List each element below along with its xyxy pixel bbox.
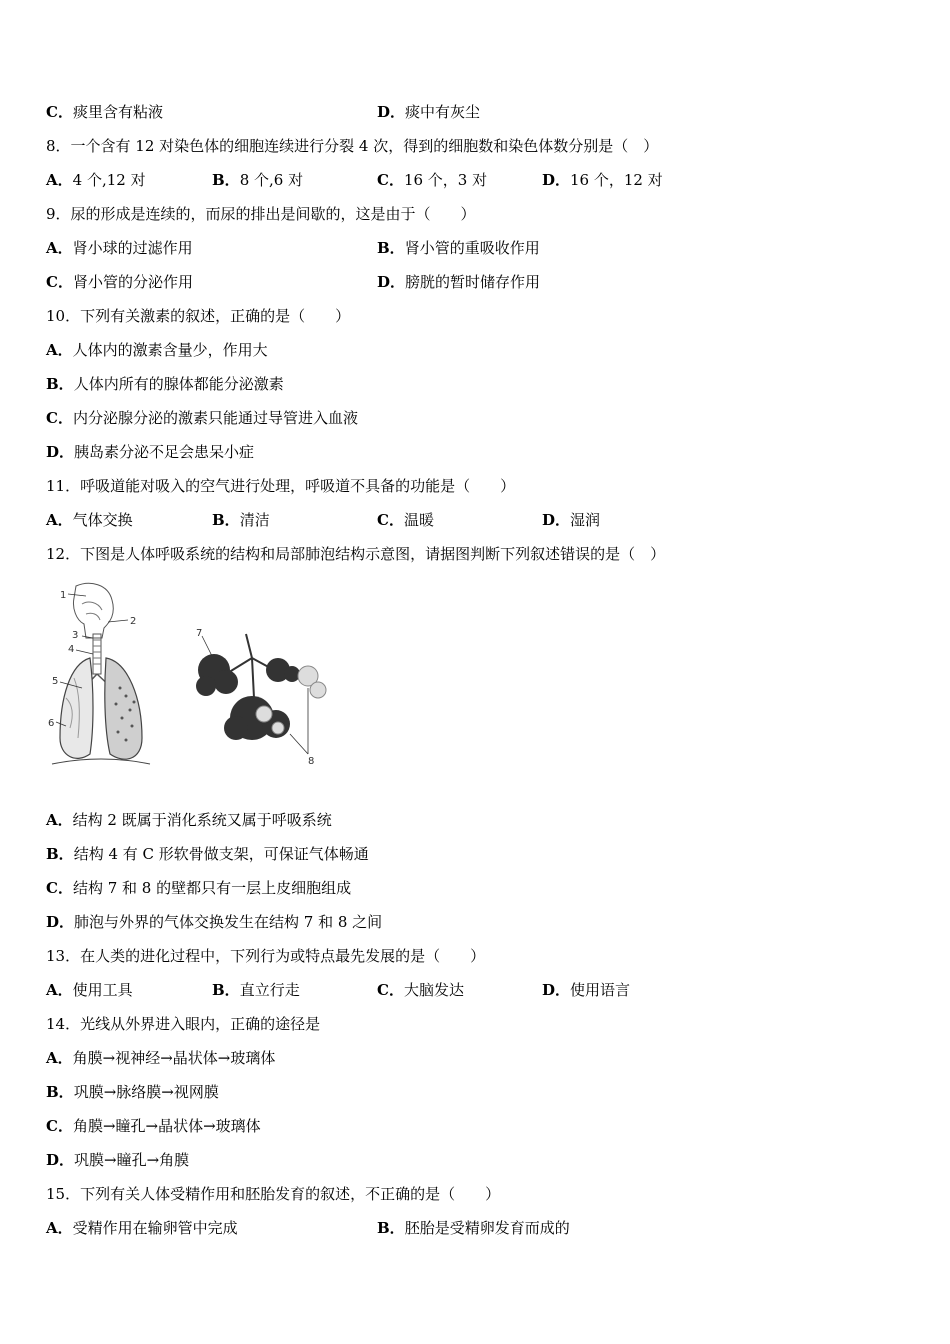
q7-option-c[interactable]: C．痰里含有粘液 [46, 103, 163, 121]
q11-stem: 11．呼吸道能对吸入的空气进行处理，呼吸道不具备的功能是（ ） [46, 477, 516, 495]
q12-option-b[interactable]: B．结构 4 有 C 形软骨做支架，可保证气体畅通 [46, 845, 369, 863]
q9-option-c[interactable]: C．肾小管的分泌作用 [46, 273, 193, 291]
q13-option-d[interactable]: D．使用语言 [542, 981, 631, 999]
fig-label-3: 3 [72, 630, 79, 641]
q10-option-b[interactable]: B．人体内所有的腺体都能分泌激素 [46, 375, 284, 393]
q14-option-a[interactable]: A．角膜→视神经→晶状体→玻璃体 [46, 1049, 276, 1067]
q9-option-a[interactable]: A．肾小球的过滤作用 [46, 239, 193, 257]
q12-option-d[interactable]: D．肺泡与外界的气体交换发生在结构 7 和 8 之间 [46, 913, 383, 931]
q7-option-d[interactable]: D．痰中有灰尘 [377, 103, 481, 121]
fig-label-8: 8 [308, 756, 315, 767]
fig-label-6: 6 [48, 718, 55, 729]
q14-option-b[interactable]: B．巩膜→脉络膜→视网膜 [46, 1083, 219, 1101]
q14-option-c[interactable]: C．角膜→瞳孔→晶状体→玻璃体 [46, 1117, 261, 1135]
q8-option-d[interactable]: D．16 个，12 对 [542, 171, 663, 189]
q8-option-c[interactable]: C．16 个，3 对 [377, 171, 488, 189]
q11-option-a[interactable]: A．气体交换 [46, 511, 133, 529]
q8-option-a[interactable]: A．4 个,12 对 [46, 171, 146, 189]
q11-option-b[interactable]: B．清洁 [212, 511, 270, 529]
q9-stem: 9．尿的形成是连续的，而尿的排出是间歇的，这是由于（ ） [46, 205, 476, 223]
q9-option-d[interactable]: D．膀胱的暂时储存作用 [377, 273, 541, 291]
fig-label-1: 1 [60, 590, 67, 601]
q13-option-a[interactable]: A．使用工具 [46, 981, 133, 999]
fig-label-7: 7 [196, 628, 203, 639]
q13-option-b[interactable]: B．直立行走 [212, 981, 300, 999]
q12-option-a[interactable]: A．结构 2 既属于消化系统又属于呼吸系统 [46, 811, 332, 829]
q10-option-d[interactable]: D．胰岛素分泌不足会患呆小症 [46, 443, 255, 461]
q13-option-c[interactable]: C．大脑发达 [377, 981, 464, 999]
q12-option-c[interactable]: C．结构 7 和 8 的壁都只有一层上皮细胞组成 [46, 879, 352, 897]
q15-option-b[interactable]: B．胚胎是受精卵发育而成的 [377, 1219, 570, 1237]
q11-option-d[interactable]: D．湿润 [542, 511, 601, 529]
q10-option-c[interactable]: C．内分泌腺分泌的激素只能通过导管进入血液 [46, 409, 358, 427]
q14-option-d[interactable]: D．巩膜→瞳孔→角膜 [46, 1151, 190, 1169]
q15-stem: 15．下列有关人体受精作用和胚胎发育的叙述，不正确的是（ ） [46, 1185, 501, 1203]
respiratory-diagram [46, 578, 336, 778]
fig-label-4: 4 [68, 644, 75, 655]
q13-stem: 13．在人类的进化过程中，下列行为或特点最先发展的是（ ） [46, 947, 486, 965]
q9-option-b[interactable]: B．肾小管的重吸收作用 [377, 239, 540, 257]
fig-label-2: 2 [130, 616, 137, 627]
q8-option-b[interactable]: B．8 个,6 对 [212, 171, 304, 189]
q11-option-c[interactable]: C．温暖 [377, 511, 434, 529]
q8-stem: 8．一个含有 12 对染色体的细胞连续进行分裂 4 次，得到的细胞数和染色体数分别是（ ） [46, 137, 659, 155]
q10-option-a[interactable]: A．人体内的激素含量少，作用大 [46, 341, 268, 359]
q12-stem: 12．下图是人体呼吸系统的结构和局部肺泡结构示意图，请据图判断下列叙述错误的是（ ） [46, 545, 666, 563]
q15-option-a[interactable]: A．受精作用在输卵管中完成 [46, 1219, 238, 1237]
q10-stem: 10．下列有关激素的叙述，正确的是（ ） [46, 307, 351, 325]
fig-label-5: 5 [52, 676, 59, 687]
q14-stem: 14．光线从外界进入眼内，正确的途径是 [46, 1015, 321, 1033]
respiratory-system-figure [46, 578, 336, 778]
